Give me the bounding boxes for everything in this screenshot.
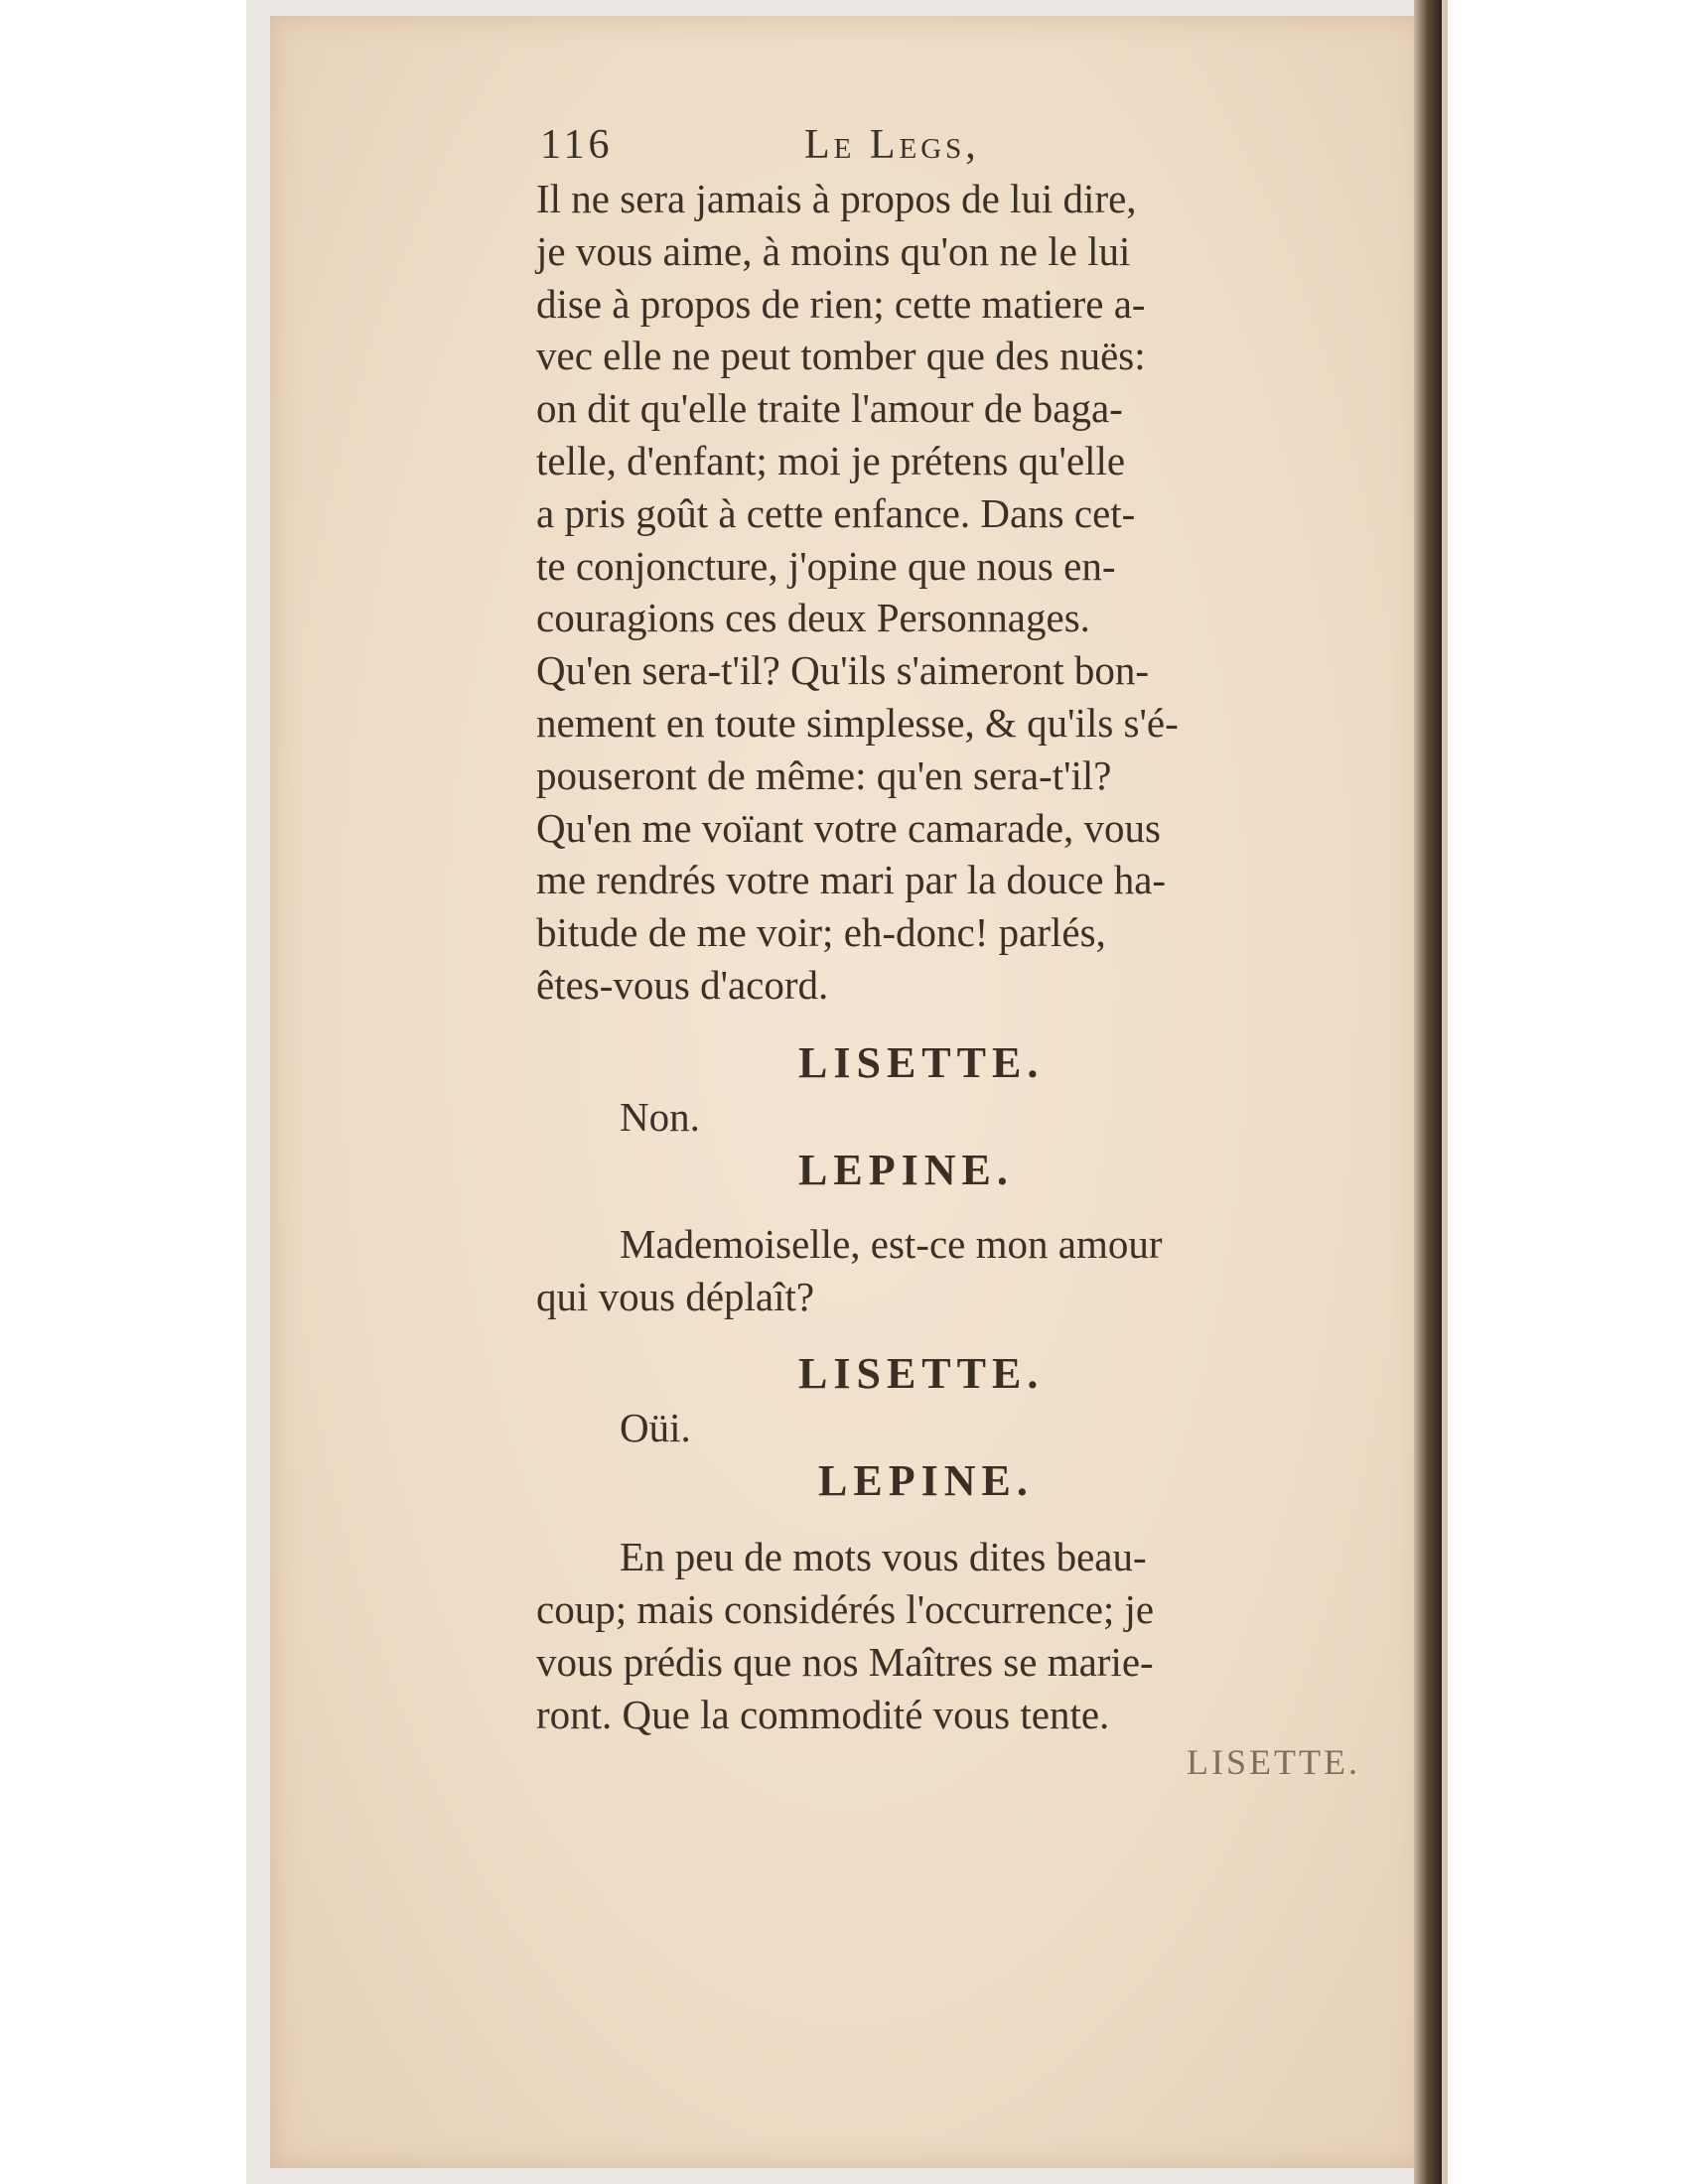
text-line: Mademoiselle, est-ce mon amour: [620, 1220, 1163, 1267]
text-line: êtes-vous d'acord.: [536, 961, 829, 1008]
text-line: qui vous déplaît?: [536, 1273, 815, 1319]
lepine-final-paragraph: [536, 1531, 1360, 1740]
text-line: je vous aime, à moins qu'on ne le lui: [536, 227, 1131, 274]
text-line: vec elle ne peut tomber que des nuës:: [536, 333, 1146, 379]
text-line: Qu'en me voïant votre camarade, vous: [536, 804, 1161, 851]
reply-text: Non.: [620, 1093, 700, 1140]
speaker-heading-lisette: LISETTE.: [798, 1349, 1045, 1399]
text-line: me rendrés votre mari par la douce ha-: [536, 857, 1167, 903]
text-line: Il ne sera jamais à propos de lui dire,: [536, 176, 1137, 221]
text-line: pouseront de même: qu'en sera-t'il?: [536, 751, 1112, 798]
text-line: dise à propos de rien; cette matiere a-: [536, 280, 1146, 327]
text-line: nement en toute simplesse, & qu'ils s'é-: [536, 699, 1179, 746]
page-text-block: [536, 117, 1360, 1791]
text-line: a pris goût à cette enfance. Dans cet-: [536, 489, 1136, 536]
text-line: telle, d'enfant; moi je prétens qu'elle: [536, 437, 1126, 483]
text-line: vous prédis que nos Maîtres se marie-: [536, 1638, 1154, 1685]
running-title: Le Legs,: [804, 122, 980, 168]
page-number: 116: [540, 122, 614, 168]
lepine-question: [536, 1218, 1360, 1323]
text-line: ront. Que la commodité vous tente.: [536, 1691, 1110, 1737]
text-line: couragions ces deux Personnages.: [536, 595, 1090, 641]
text-line: bitude de me voir; eh-donc! parlés,: [536, 909, 1106, 956]
catchword: LISETTE.: [1187, 1741, 1360, 1782]
speaker-heading-lepine: LEPINE.: [798, 1145, 1014, 1194]
reply-text: Oüi.: [620, 1405, 691, 1451]
text-line: En peu de mots vous dites beau-: [620, 1534, 1147, 1580]
text-line: on dit qu'elle traite l'amour de baga-: [536, 385, 1123, 432]
page-header: [536, 117, 1360, 173]
text-line: coup; mais considérés l'occurrence; je: [536, 1586, 1155, 1633]
text-line: te conjoncture, j'opine que nous en-: [536, 542, 1116, 589]
speaker-heading-lisette: LISETTE.: [798, 1037, 1045, 1087]
catchword-row: [536, 1741, 1360, 1791]
text-line: Qu'en sera-t'il? Qu'ils s'aimeront bon-: [536, 647, 1150, 694]
page-edge: [1442, 0, 1448, 2184]
speaker-heading-lepine: LEPINE.: [818, 1456, 1034, 1506]
lepine-speech-paragraph: [536, 173, 1360, 1012]
book-gutter: [1414, 0, 1442, 2184]
